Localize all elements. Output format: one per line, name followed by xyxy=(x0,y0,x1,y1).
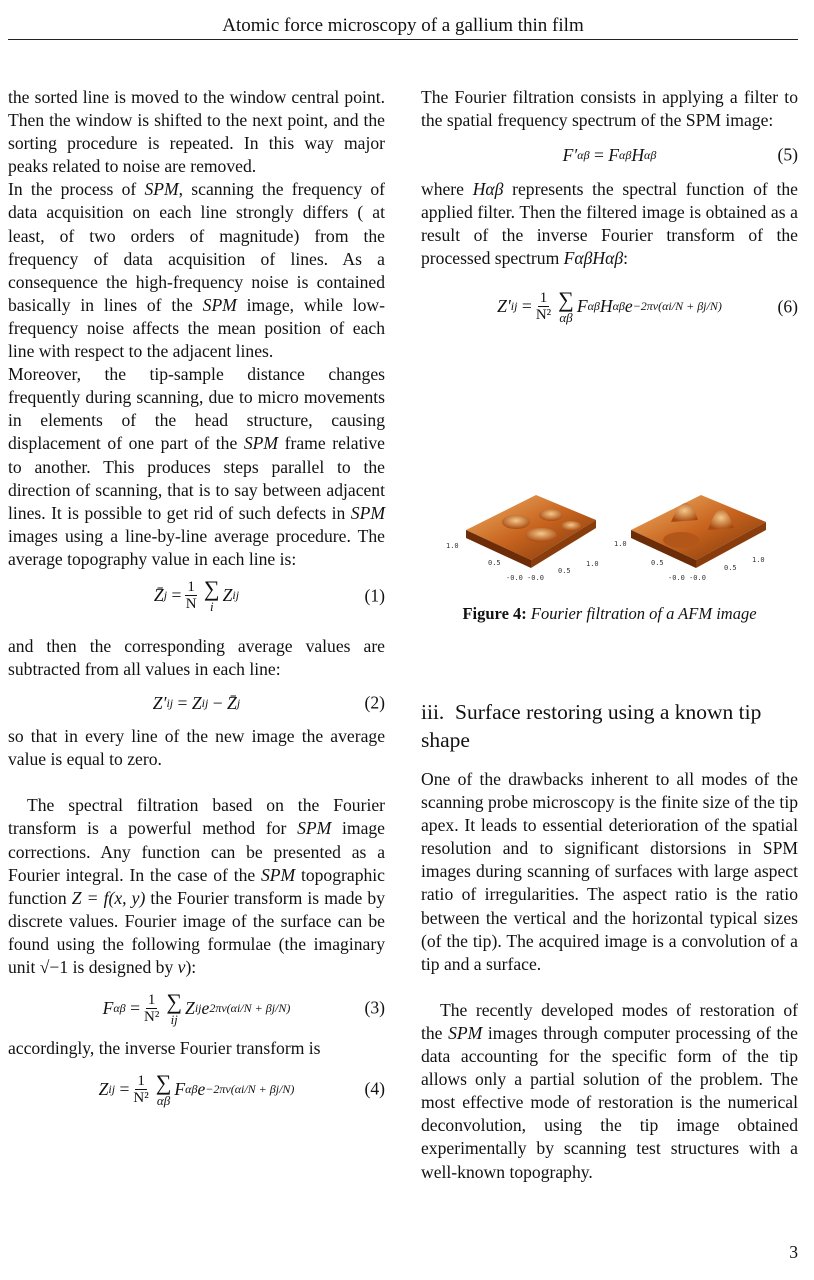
paragraph: Moreover, the tip-sample distance changes frequently during scanning, due to micro movements in elements of the head structure, causing displacement of one part of the SPM frame relative to another. This produces steps parallel to the direction of scanning, that is to say between adjacent lines. It is possible to get rid of such defects in SPM images using a line-by-line average procedure. The average topography value in each line is: xyxy=(8,364,385,569)
paragraph: The spectral filtration based on the Fourier transform is a powerful method for SPM image corrections. Any function can be presented as a Fourier integral. In the case of the SPM topographic function Z = f(x, y) the Fourier transform is made by discrete values. Fourier image of the surface can be found using the following formulae (the imaginary unit √−1 is designed by ν): xyxy=(8,795,385,977)
equation-number: (6) xyxy=(777,296,798,317)
paragraph: so that in every line of the new image the average value is equal to zero. xyxy=(8,726,385,770)
equation-number: (2) xyxy=(364,692,385,713)
svg-text:1.0: 1.0 xyxy=(586,560,599,568)
equation-6: Z′ ij = $\frac{1}{\text{N²}}$ ∑ αβ F αβ H αβ e −2πν(αi/N + βj/N) (6) xyxy=(497,287,798,326)
equation-number: (1) xyxy=(364,585,385,606)
equation-3: F αβ = $\frac{1}{\text{N²}}$ ∑ ij Z ij e 2πν(αi/N + βj/N) (3) xyxy=(102,988,385,1027)
svg-text:0.5: 0.5 xyxy=(651,559,664,567)
paragraph: In the process of SPM, scanning the frequency of data acquisition on each line strongly differs ( at least, of two orders of magnitude) from the frequency of data acquisition of lines. As a consequence the high-frequency noise is contained basically in lines of the SPM image, while low-frequency noise affects the mean position of each line with respect to the adjacent lines. xyxy=(8,179,385,362)
equation-5: F′ αβ = F αβ H αβ (5) xyxy=(421,132,798,178)
figure-caption: Figure 4: Fourier filtration of a AFM image xyxy=(462,604,757,623)
figure-4 xyxy=(421,470,798,640)
equation-2: Z′ ij = Z ij − Z̄ j (2) xyxy=(8,681,385,725)
paragraph: accordingly, the inverse Fourier transform is xyxy=(8,1038,321,1059)
svg-text:0.5: 0.5 xyxy=(558,567,571,575)
svg-text:1.0: 1.0 xyxy=(446,542,459,550)
paragraph: where Hαβ represents the spectral function of the applied filter. Then the filtered image is obtained as a result of the inverse Fourier transform of the processed spectrum FαβHαβ: xyxy=(421,179,798,269)
page-number: 3 xyxy=(789,1242,798,1262)
svg-text:-0.0 -0.0: -0.0 -0.0 xyxy=(506,574,544,582)
afm-surface-images xyxy=(446,470,786,600)
equation-number: (3) xyxy=(364,997,385,1018)
paragraph: One of the drawbacks inherent to all modes of the scanning probe microscopy is the finite size of the tip apex. It leads to essential deterioration of the spatial resolution and to significant distorsions in SPM images during scanning of surfaces with large aspect ratio of irregularities. The aspect ratio is the ratio between the vertical and the horizontal typical sizes (of the tip). The acquired image is a convolution of a tip and a surface. xyxy=(421,769,798,974)
svg-text:-0.0 -0.0: -0.0 -0.0 xyxy=(668,574,706,582)
equation-number: (4) xyxy=(364,1078,385,1099)
svg-text:0.5: 0.5 xyxy=(488,559,501,567)
section-iii xyxy=(421,698,798,1184)
equation-number: (5) xyxy=(777,144,798,165)
paragraph: The recently developed modes of restoration of the SPM images through computer processing of the data accounting for the specific form of the tip allows only a partial solution of the problem. The most effective mode of restoration is the numerical deconvolution, using the tip image obtained experimentally by scanning test structures with a well-known topography. xyxy=(421,999,798,1182)
paragraph: and then the corresponding average values are subtracted from all values in each line: xyxy=(8,635,385,680)
right-column xyxy=(421,86,798,343)
section-heading: iii. Surface restoring using a known tip shape xyxy=(421,700,762,752)
afm-raw-surface xyxy=(446,495,599,582)
svg-text:0.5: 0.5 xyxy=(724,564,737,572)
equation-4: Z ij = $\frac{1}{\text{N²}}$ ∑ αβ F αβ e −2πν(αi/N + βj/N) (4) xyxy=(98,1069,385,1108)
paragraph: the sorted line is moved to the window central point. Then the window is shifted to the next point, and the sorting procedure is repeated. In this way major peaks related to noise are removed. xyxy=(8,87,385,177)
svg-text:1.0: 1.0 xyxy=(614,540,627,548)
afm-filtered-surface xyxy=(614,495,766,582)
running-header: Atomic force microscopy of a gallium thin film xyxy=(8,14,798,40)
svg-text:1.0: 1.0 xyxy=(752,556,765,564)
left-column xyxy=(8,86,385,1118)
equation-1: Z̄ j = $\frac{1}{N}$ ∑ i Z ij (1) xyxy=(153,576,385,615)
paragraph: The Fourier filtration consists in applying a filter to the spatial frequency spectrum of the SPM image: xyxy=(421,87,798,131)
